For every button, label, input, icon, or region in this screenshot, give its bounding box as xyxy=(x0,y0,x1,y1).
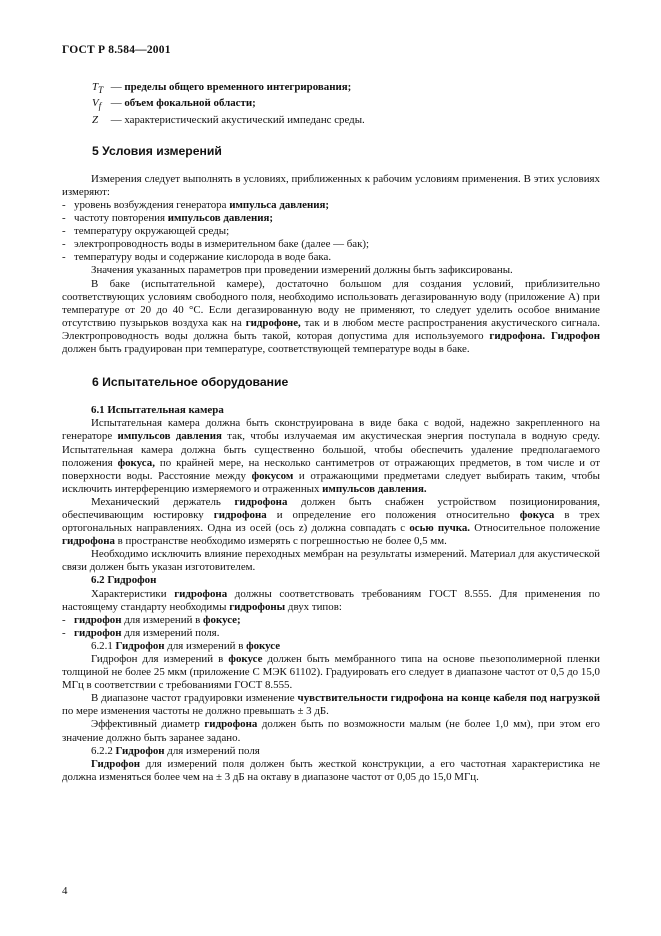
paragraph: Характеристики гидрофона должны соответствовать требованиям ГОСТ 8.555. Для применения по настоящему стандарту необходимы гидрофоны двух типов: xyxy=(62,587,600,613)
hydrophone-types-list xyxy=(62,614,600,640)
symbol: Z xyxy=(92,113,99,126)
definition-dash: — xyxy=(108,97,125,110)
paragraph: Гидрофон для измерений в фокусе должен быть мембранного типа на основе пьезополимерной пленки толщиной не более 25 мкм (приложение С МЭК 61102). Градуировать его следует в диапазоне частот от 0,5 до 15,0 МГц в соответствии с требованиями ГОСТ 8.555. xyxy=(62,653,600,692)
symbol: V xyxy=(92,97,99,110)
paragraph: Значения указанных параметров при проведении измерений должны быть зафиксированы. xyxy=(91,264,513,277)
list-item: - температуру окружающей среды; xyxy=(62,225,230,238)
list-item: - гидрофон для измерений в фокусе; xyxy=(62,613,241,626)
section-6-heading: 6 Испытательное оборудование xyxy=(92,375,289,390)
list-item: - температуру воды и содержание кислорода в воде бака. xyxy=(62,251,332,264)
list-item: - уровень возбуждения генератора импульса давления; xyxy=(62,199,330,211)
paragraph: В баке (испытательной камере), достаточно большом для создания условий, приблизительно соответствующих условиям свободного поля, необходимо использовать дегазированную воду (приложение А) при температуре от 20 до 40 °С. Если дегазированную воду не применяют, то следует уделить особое внимание отсутствию пузырьков воздуха как на гидрофоне, так и в любом месте распространения акустического сигнала. Электропроводность воды должна быть такой, которая допустима для используемого гидрофона. Гидрофон должен быть градуирован при температуре, соответствующей температуре воды в баке. xyxy=(62,277,600,356)
symbol: T xyxy=(92,81,99,94)
section-5-intro: Измерения следует выполнять в условиях, приближенных к рабочим условиям применения. В этих условиях измеряют: xyxy=(62,172,600,198)
subsection-6-2-1-heading: 6.2.1 Гидрофон для измерений в фокусе xyxy=(91,639,281,652)
list-item: - частоту повторения импульсов давления; xyxy=(62,212,274,225)
symbol-subscript: T xyxy=(98,85,104,96)
list-item: - гидрофон для измерений поля. xyxy=(62,626,220,639)
definition-item xyxy=(62,81,600,97)
definition-dash: — xyxy=(108,113,125,126)
paragraph: Механический держатель гидрофона должен быть снабжен устройством позиционирования, обеспечивающим юстировку гидрофона и определение его положения относительно фокуса в трех ортогональных направлениях. Одна из осей (ось z) должна совпадать с осью пучка. Относительное положение гидрофона в пространстве необходимо измерять с погрешностью не более 0,5 мм. xyxy=(62,495,601,548)
measured-params-list xyxy=(62,199,600,264)
paragraph: В диапазоне частот градуировки изменение чувствительности гидрофона на конце кабеля под нагрузкой по мере изменения частоты не должно превышать ± 3 дБ. xyxy=(62,692,600,718)
subsection-6-2-heading: 6.2 Гидрофон xyxy=(91,574,157,587)
paragraph: Необходимо исключить влияние переходных мембран на результаты измерений. Материал для акустической связи должен быть указан изготовителем. xyxy=(62,548,600,574)
standard-header: ГОСТ Р 8.584—2001 xyxy=(62,44,171,56)
definition-dash: — xyxy=(108,81,125,94)
section-5-heading: 5 Условия измерений xyxy=(92,143,222,158)
document-page xyxy=(62,44,600,784)
definition-text: характеристический акустический импеданс среды. xyxy=(124,113,365,126)
definition-text: пределы общего временного интегрирования; xyxy=(124,81,352,94)
paragraph: Испытательная камера должна быть сконструирована в виде бака с водой, надежно закрепленного на генераторе импульсов давления так, чтобы излучаемая им акустическая энергия поступала в водную среду. Испытательная камера должна быть существенно большой, чтобы обеспечить удаление предполагаемого положения фокуса, по крайней мере, на несколько сантиметров от отражающих предметов, в том числе и от поверхности воды. Расстояние между фокусом и отражающими предметами следует выбирать таким, чтобы исключить интерференцию измеряемого и отраженных импульсов давления. xyxy=(62,417,600,495)
subsection-6-1-heading: 6.1 Испытательная камера xyxy=(91,404,224,417)
symbol-subscript: f xyxy=(98,101,102,112)
page-number: 4 xyxy=(62,885,68,897)
definition-text: объем фокальной области; xyxy=(124,97,256,110)
definitions-list xyxy=(62,81,600,127)
paragraph: Эффективный диаметр гидрофона должен быть по возможности малым (не более 1,0 мм), при этом его значение должно быть заранее задано. xyxy=(62,718,601,744)
paragraph: Гидрофон для измерений поля должен быть жесткой конструкции, а его частотная характеристика не должна изменяться более чем на ± 3 дБ на октаву в диапазоне частот от 0,05 до 15,0 МГц. xyxy=(62,757,600,783)
definition-item xyxy=(62,114,600,127)
definition-item xyxy=(62,97,600,113)
list-item: - электропроводность воды в измерительном баке (далее — бак); xyxy=(62,238,370,251)
subsection-6-2-2-heading: 6.2.2 Гидрофон для измерений поля xyxy=(91,744,260,757)
